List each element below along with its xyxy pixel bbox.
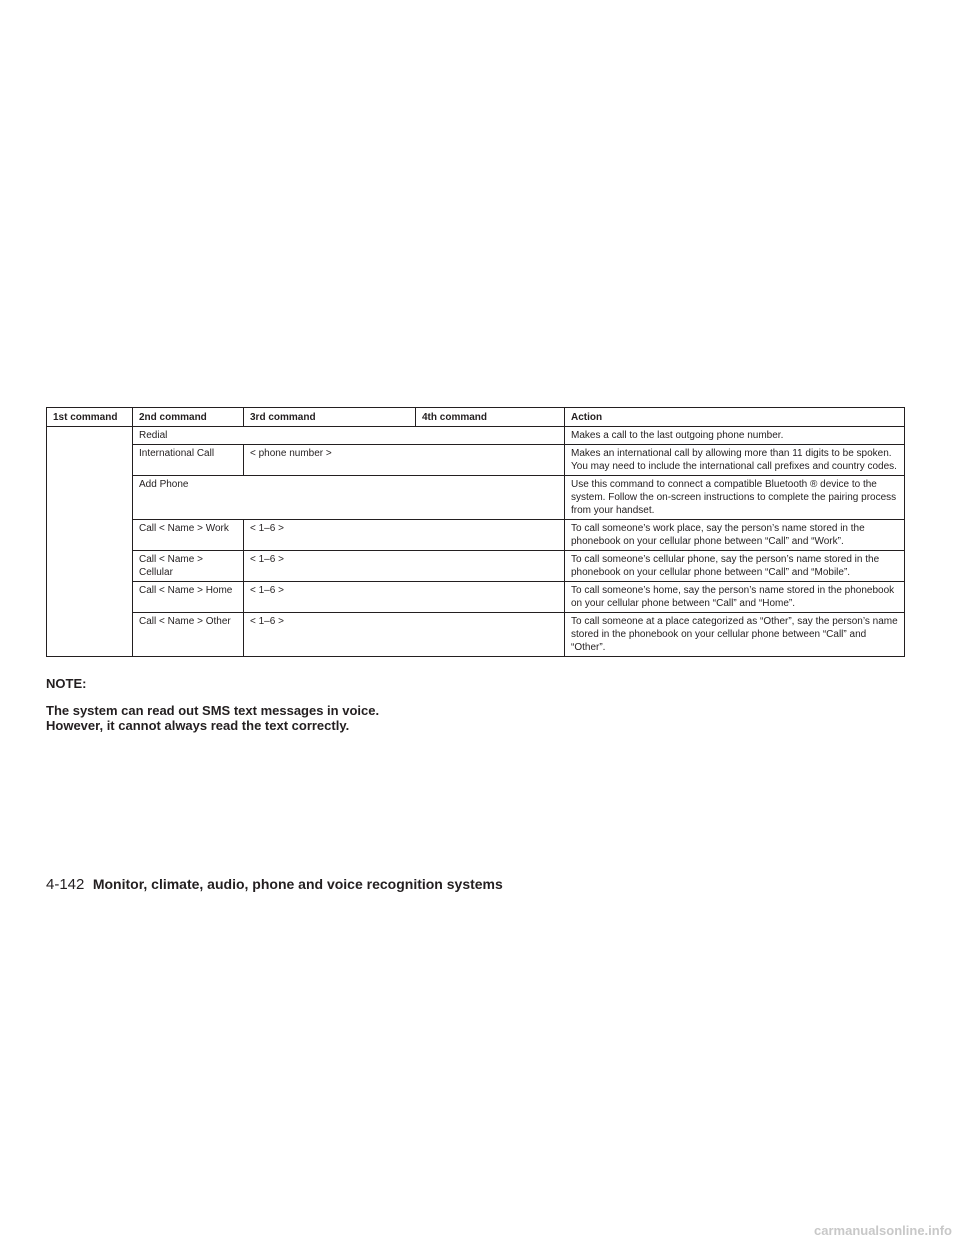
third-command-cell: < 1–6 > <box>244 613 565 657</box>
second-command-cell: Call < Name > Work <box>133 520 244 551</box>
table-row <box>47 582 905 613</box>
note-body <box>46 703 466 733</box>
second-command-cell: Call < Name > Cellular <box>133 551 244 582</box>
col-header-1st-command: 1st command <box>47 408 133 427</box>
third-command-cell: < 1–6 > <box>244 551 565 582</box>
action-cell: Makes a call to the last outgoing phone number. <box>565 427 905 445</box>
second-command-cell: Call < Name > Other <box>133 613 244 657</box>
second-command-cell: Call < Name > Home <box>133 582 244 613</box>
watermark: carmanualsonline.info <box>814 1223 952 1238</box>
action-cell: To call someone’s cellular phone, say the person’s name stored in the phonebook on your cellular phone between “Call” and “Mobile”. <box>565 551 905 582</box>
note-heading: NOTE: <box>46 676 87 691</box>
col-header-2nd-command: 2nd command <box>133 408 244 427</box>
table-row <box>47 476 905 520</box>
col-header-3rd-command: 3rd command <box>244 408 416 427</box>
note-line-2: However, it cannot always read the text correctly. <box>46 718 350 733</box>
page-footer <box>46 876 503 894</box>
table-row <box>47 427 905 445</box>
section-title: Monitor, climate, audio, phone and voice recognition systems <box>92 876 503 892</box>
action-cell: Use this command to connect a compatible Bluetooth ® device to the system. Follow the on-screen instructions to complete the pairing process from your handset. <box>565 476 905 520</box>
third-command-cell: < phone number > <box>244 445 565 476</box>
voice-command-table <box>46 407 905 657</box>
action-cell: To call someone’s work place, say the person’s name stored in the phonebook on your cellular phone between “Call” and “Work”. <box>565 520 905 551</box>
first-command-cell <box>47 427 133 657</box>
action-cell: To call someone’s home, say the person’s name stored in the phonebook on your cellular phone between “Call” and “Home”. <box>565 582 905 613</box>
table-row <box>47 551 905 582</box>
table-row <box>47 613 905 657</box>
col-header-action: Action <box>565 408 905 427</box>
second-command-cell: Redial <box>133 427 565 445</box>
action-cell: To call someone at a place categorized as “Other”, say the person’s name stored in the phonebook on your cellular phone between “Call” and “Other”. <box>565 613 905 657</box>
third-command-cell: < 1–6 > <box>244 520 565 551</box>
second-command-cell: International Call <box>133 445 244 476</box>
note-line-1: The system can read out SMS text messages in voice. <box>46 703 380 718</box>
third-command-cell: < 1–6 > <box>244 582 565 613</box>
page-number: 4-142 <box>46 876 85 893</box>
table-header-row <box>47 408 905 427</box>
second-command-cell: Add Phone <box>133 476 565 520</box>
table-row <box>47 520 905 551</box>
col-header-4th-command: 4th command <box>416 408 565 427</box>
table-row <box>47 445 905 476</box>
action-cell: Makes an international call by allowing more than 11 digits to be spoken. You may need to include the international call prefixes and country codes. <box>565 445 905 476</box>
